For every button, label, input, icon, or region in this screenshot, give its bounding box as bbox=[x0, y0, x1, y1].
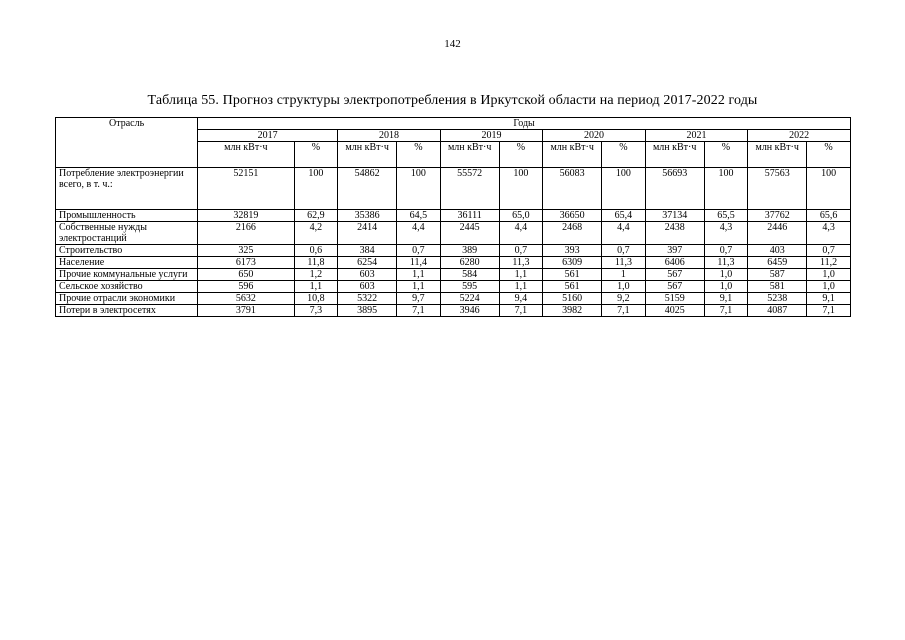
table-cell: 7,1 bbox=[397, 305, 441, 317]
table-cell: 65,4 bbox=[602, 210, 646, 222]
unit-header: млн кВт·ч bbox=[645, 142, 704, 168]
table-cell: 2414 bbox=[338, 222, 397, 245]
row-label: Прочие коммунальные услуги bbox=[56, 269, 198, 281]
table-cell: 55572 bbox=[440, 168, 499, 210]
table-cell: 3791 bbox=[198, 305, 294, 317]
table-cell: 595 bbox=[440, 281, 499, 293]
percent-header: % bbox=[704, 142, 748, 168]
table-cell: 11,3 bbox=[602, 257, 646, 269]
table-cell: 6254 bbox=[338, 257, 397, 269]
table-cell: 0,6 bbox=[294, 245, 338, 257]
table-cell: 397 bbox=[645, 245, 704, 257]
table-cell: 56083 bbox=[543, 168, 602, 210]
year-header: 2018 bbox=[338, 130, 441, 142]
table-row bbox=[56, 245, 851, 257]
table-cell: 587 bbox=[748, 269, 807, 281]
table-cell: 325 bbox=[198, 245, 294, 257]
table-cell: 2438 bbox=[645, 222, 704, 245]
table-cell: 389 bbox=[440, 245, 499, 257]
table-cell: 4,4 bbox=[499, 222, 543, 245]
table-cell: 4,4 bbox=[397, 222, 441, 245]
table-cell: 3946 bbox=[440, 305, 499, 317]
table-cell: 11,4 bbox=[397, 257, 441, 269]
percent-header: % bbox=[294, 142, 338, 168]
years-group-header: Годы bbox=[198, 118, 851, 130]
unit-header: млн кВт·ч bbox=[440, 142, 499, 168]
forecast-table bbox=[55, 117, 851, 317]
table-cell: 2445 bbox=[440, 222, 499, 245]
table-cell: 7,1 bbox=[602, 305, 646, 317]
unit-header: млн кВт·ч bbox=[748, 142, 807, 168]
table-cell: 1,0 bbox=[602, 281, 646, 293]
table-row bbox=[56, 269, 851, 281]
table-cell: 384 bbox=[338, 245, 397, 257]
table-cell: 584 bbox=[440, 269, 499, 281]
table-cell: 6459 bbox=[748, 257, 807, 269]
table-cell: 5160 bbox=[543, 293, 602, 305]
table-cell: 2468 bbox=[543, 222, 602, 245]
table-cell: 2446 bbox=[748, 222, 807, 245]
table-cell: 1,0 bbox=[704, 269, 748, 281]
year-header: 2020 bbox=[543, 130, 646, 142]
table-cell: 56693 bbox=[645, 168, 704, 210]
percent-header: % bbox=[499, 142, 543, 168]
table-caption: Таблица 55. Прогноз структуры электропотребления в Иркутской области на период 2017-2022 годы bbox=[147, 93, 758, 108]
page-number: 142 bbox=[444, 38, 461, 50]
row-label: Собственные нужды электростанций bbox=[56, 222, 198, 245]
table-cell: 393 bbox=[543, 245, 602, 257]
row-label: Потребление электроэнергии всего, в т. ч.: bbox=[56, 168, 198, 210]
table-cell: 52151 bbox=[198, 168, 294, 210]
table-cell: 7,1 bbox=[704, 305, 748, 317]
table-cell: 100 bbox=[807, 168, 851, 210]
table-cell: 596 bbox=[198, 281, 294, 293]
row-label: Сельское хозяйство bbox=[56, 281, 198, 293]
table-cell: 0,7 bbox=[704, 245, 748, 257]
table-cell: 57563 bbox=[748, 168, 807, 210]
table-cell: 0,7 bbox=[602, 245, 646, 257]
table-cell: 5632 bbox=[198, 293, 294, 305]
table-cell: 62,9 bbox=[294, 210, 338, 222]
table-cell: 9,1 bbox=[807, 293, 851, 305]
row-label: Промышленность bbox=[56, 210, 198, 222]
table-cell: 0,7 bbox=[397, 245, 441, 257]
table-cell: 100 bbox=[397, 168, 441, 210]
table-cell: 1,2 bbox=[294, 269, 338, 281]
table-cell: 6173 bbox=[198, 257, 294, 269]
table-cell: 11,2 bbox=[807, 257, 851, 269]
table-cell: 5159 bbox=[645, 293, 704, 305]
table-cell: 9,2 bbox=[602, 293, 646, 305]
table-cell: 64,5 bbox=[397, 210, 441, 222]
table-cell: 9,1 bbox=[704, 293, 748, 305]
table-row bbox=[56, 210, 851, 222]
table-row bbox=[56, 281, 851, 293]
table-cell: 603 bbox=[338, 281, 397, 293]
table-cell: 561 bbox=[543, 269, 602, 281]
unit-header: млн кВт·ч bbox=[198, 142, 294, 168]
table-cell: 1 bbox=[602, 269, 646, 281]
percent-header: % bbox=[602, 142, 646, 168]
table-row bbox=[56, 257, 851, 269]
year-header: 2021 bbox=[645, 130, 748, 142]
table-cell: 36111 bbox=[440, 210, 499, 222]
table-cell: 100 bbox=[294, 168, 338, 210]
table-cell: 561 bbox=[543, 281, 602, 293]
table-cell: 65,6 bbox=[807, 210, 851, 222]
table-cell: 7,3 bbox=[294, 305, 338, 317]
table-cell: 3982 bbox=[543, 305, 602, 317]
table-cell: 7,1 bbox=[807, 305, 851, 317]
year-header: 2017 bbox=[198, 130, 338, 142]
row-label: Потери в электросетях bbox=[56, 305, 198, 317]
table-cell: 100 bbox=[704, 168, 748, 210]
table-cell: 32819 bbox=[198, 210, 294, 222]
table-cell: 11,3 bbox=[499, 257, 543, 269]
table-cell: 403 bbox=[748, 245, 807, 257]
table-cell: 9,4 bbox=[499, 293, 543, 305]
table-cell: 65,0 bbox=[499, 210, 543, 222]
table-cell: 4,3 bbox=[704, 222, 748, 245]
row-label: Население bbox=[56, 257, 198, 269]
row-label: Прочие отрасли экономики bbox=[56, 293, 198, 305]
table-cell: 6280 bbox=[440, 257, 499, 269]
table-cell: 4025 bbox=[645, 305, 704, 317]
table-cell: 54862 bbox=[338, 168, 397, 210]
table-cell: 2166 bbox=[198, 222, 294, 245]
percent-header: % bbox=[807, 142, 851, 168]
table-row bbox=[56, 168, 851, 210]
year-header: 2022 bbox=[748, 130, 851, 142]
table-cell: 4087 bbox=[748, 305, 807, 317]
table-cell: 5224 bbox=[440, 293, 499, 305]
unit-header: млн кВт·ч bbox=[543, 142, 602, 168]
table-cell: 11,3 bbox=[704, 257, 748, 269]
table-cell: 1,1 bbox=[499, 281, 543, 293]
table-cell: 1,1 bbox=[397, 281, 441, 293]
table-cell: 1,0 bbox=[807, 269, 851, 281]
table-cell: 7,1 bbox=[499, 305, 543, 317]
year-header: 2019 bbox=[440, 130, 543, 142]
table-cell: 9,7 bbox=[397, 293, 441, 305]
table-cell: 35386 bbox=[338, 210, 397, 222]
table-cell: 603 bbox=[338, 269, 397, 281]
table-cell: 6406 bbox=[645, 257, 704, 269]
table-cell: 567 bbox=[645, 281, 704, 293]
sector-header: Отрасль bbox=[56, 118, 198, 168]
table-cell: 0,7 bbox=[807, 245, 851, 257]
table-cell: 36650 bbox=[543, 210, 602, 222]
table-cell: 567 bbox=[645, 269, 704, 281]
table-row bbox=[56, 222, 851, 245]
table-cell: 11,8 bbox=[294, 257, 338, 269]
table-cell: 1,0 bbox=[704, 281, 748, 293]
unit-header: млн кВт·ч bbox=[338, 142, 397, 168]
table-cell: 100 bbox=[602, 168, 646, 210]
table-cell: 37134 bbox=[645, 210, 704, 222]
table-cell: 37762 bbox=[748, 210, 807, 222]
table-cell: 650 bbox=[198, 269, 294, 281]
table-cell: 6309 bbox=[543, 257, 602, 269]
table-cell: 1,1 bbox=[499, 269, 543, 281]
table-cell: 4,3 bbox=[807, 222, 851, 245]
table-cell: 65,5 bbox=[704, 210, 748, 222]
table-cell: 10,8 bbox=[294, 293, 338, 305]
table-row bbox=[56, 293, 851, 305]
table-cell: 581 bbox=[748, 281, 807, 293]
table-cell: 100 bbox=[499, 168, 543, 210]
table-cell: 3895 bbox=[338, 305, 397, 317]
table-cell: 1,1 bbox=[397, 269, 441, 281]
table-row bbox=[56, 305, 851, 317]
percent-header: % bbox=[397, 142, 441, 168]
table-cell: 4,2 bbox=[294, 222, 338, 245]
table-cell: 5322 bbox=[338, 293, 397, 305]
table-cell: 1,0 bbox=[807, 281, 851, 293]
row-label: Строительство bbox=[56, 245, 198, 257]
table-cell: 0,7 bbox=[499, 245, 543, 257]
table-cell: 1,1 bbox=[294, 281, 338, 293]
table-cell: 5238 bbox=[748, 293, 807, 305]
table-cell: 4,4 bbox=[602, 222, 646, 245]
